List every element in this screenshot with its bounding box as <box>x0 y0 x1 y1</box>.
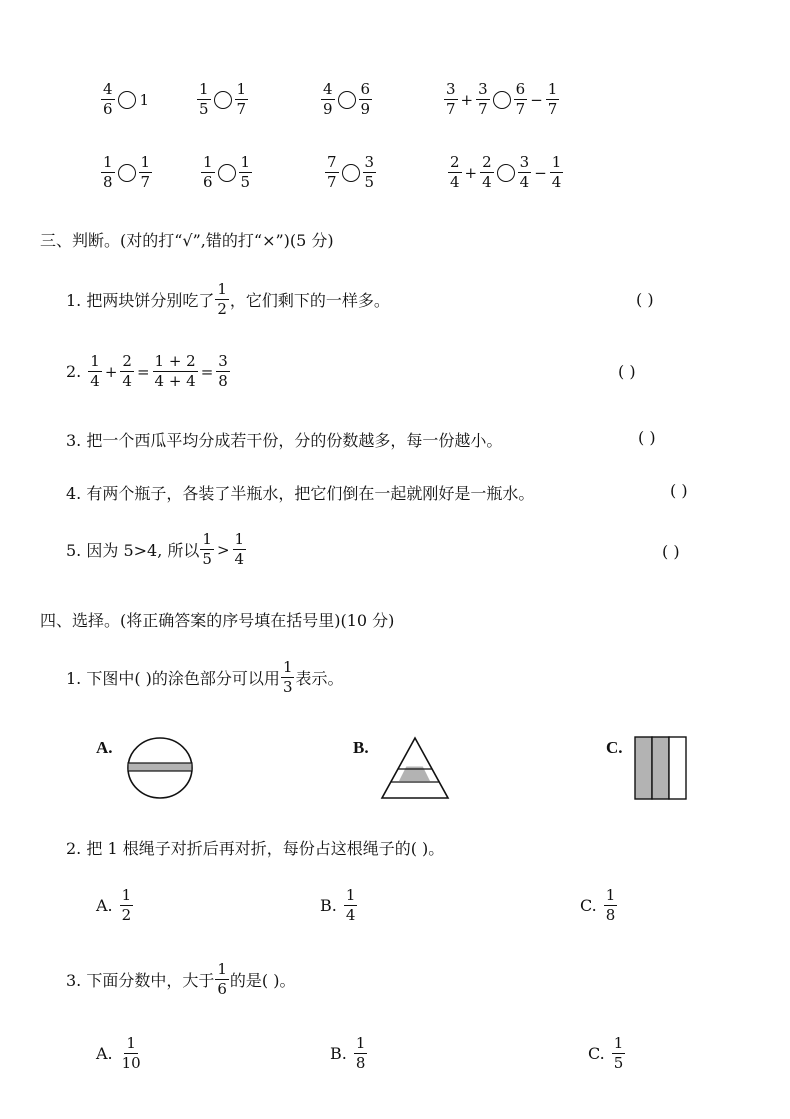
answer-paren[interactable]: ( ) <box>636 290 654 309</box>
figure-b-label: B. <box>353 738 369 757</box>
answer-paren[interactable]: ( ) <box>670 481 688 500</box>
option-c[interactable]: C. $\frac{1}{8}$ <box>580 886 616 924</box>
answer-paren[interactable]: ( ) <box>618 362 636 381</box>
compare-item-6: $\frac{1}{6}$ $\frac{1}{5}$ <box>203 153 251 191</box>
choice-q3: 3. 下面分数中，大于 $\frac{1}{6}$ 的是( )。 <box>66 960 296 998</box>
judge-q3: 3. 把一个西瓜平均分成若干份，分的份数越多，每一份越小。 <box>66 431 503 450</box>
compare-item-3 <box>320 82 373 117</box>
judge-q2: 2. $\frac{1}{4}$ + $\frac{2}{4}$ = $\frac{1 + 2}{4 + 4}$ = $\frac{3}{8}$ <box>66 352 228 390</box>
compare-item-2 <box>196 82 249 117</box>
choice-q1: 1. 下图中( )的涂色部分可以用 $\frac{1}{3}$ 表示。 <box>66 658 344 696</box>
compare-item-7: $\frac{7}{7}$ $\frac{3}{5}$ <box>327 153 375 191</box>
judge-q4: 4. 有两个瓶子，各装了半瓶水，把它们倒在一起就刚好是一瓶水。 <box>66 484 535 503</box>
rectangle-figure[interactable] <box>634 736 688 800</box>
compare-circle[interactable] <box>493 91 511 109</box>
triangle-figure[interactable] <box>380 736 450 802</box>
judge-q5: 5. 因为 5>4, 所以 $\frac{1}{5}$ > $\frac{1}{4}$ <box>66 530 245 568</box>
compare-item-8: $\frac{2}{4}$ + $\frac{2}{4}$ $\frac{3}{4}$ − $\frac{1}{4}$ <box>450 153 562 191</box>
compare-item-4: $\frac{3}{7}$ + $\frac{3}{7}$ $\frac{6}{7}$ − $\frac{1}{7}$ <box>446 80 558 118</box>
option-a[interactable]: A. $\frac{1}{10}$ <box>96 1034 141 1072</box>
choice-q2: 2. 把 1 根绳子对折后再对折，每份占这根绳子的( )。 <box>66 839 445 858</box>
compare-item-5: $\frac{1}{8}$ $\frac{1}{7}$ <box>103 153 151 191</box>
option-c[interactable]: C. $\frac{1}{5}$ <box>588 1034 624 1072</box>
answer-paren[interactable]: ( ) <box>662 542 680 561</box>
option-b[interactable]: B. $\frac{1}{8}$ <box>330 1034 366 1072</box>
circle-figure[interactable] <box>126 736 194 800</box>
compare-circle[interactable] <box>338 91 356 109</box>
section3-heading: 三、判断。(对的打“√”,错的打“×”)(5 分) <box>40 231 334 250</box>
compare-circle[interactable] <box>342 164 360 182</box>
compare-circle[interactable] <box>497 164 515 182</box>
fraction: $\frac{4}{9}$ <box>323 80 333 118</box>
compare-circle[interactable] <box>214 91 232 109</box>
fraction: $\frac{1}{7}$ <box>236 80 247 118</box>
judge-q1: 1. 把两块饼分别吃了 $\frac{1}{2}$ ，它们剩下的一样多。 <box>66 280 390 318</box>
option-b[interactable]: B. $\frac{1}{4}$ <box>320 886 356 924</box>
fraction: $\frac{6}{9}$ <box>360 80 371 118</box>
fraction: $\frac{4}{6}$ <box>103 80 113 118</box>
answer-paren[interactable]: ( ) <box>638 428 656 447</box>
compare-circle[interactable] <box>118 91 136 109</box>
figure-a-label: A. <box>96 738 113 757</box>
compare-circle[interactable] <box>118 164 136 182</box>
fraction: $\frac{1}{5}$ <box>199 80 209 118</box>
section4-heading: 四、选择。(将正确答案的序号填在括号里)(10 分) <box>40 611 395 630</box>
compare-item-1: $\frac{4}{6}$ 1 <box>103 80 150 118</box>
compare-circle[interactable] <box>218 164 236 182</box>
option-a[interactable]: A. $\frac{1}{2}$ <box>96 886 132 924</box>
figure-c-label: C. <box>606 738 623 757</box>
